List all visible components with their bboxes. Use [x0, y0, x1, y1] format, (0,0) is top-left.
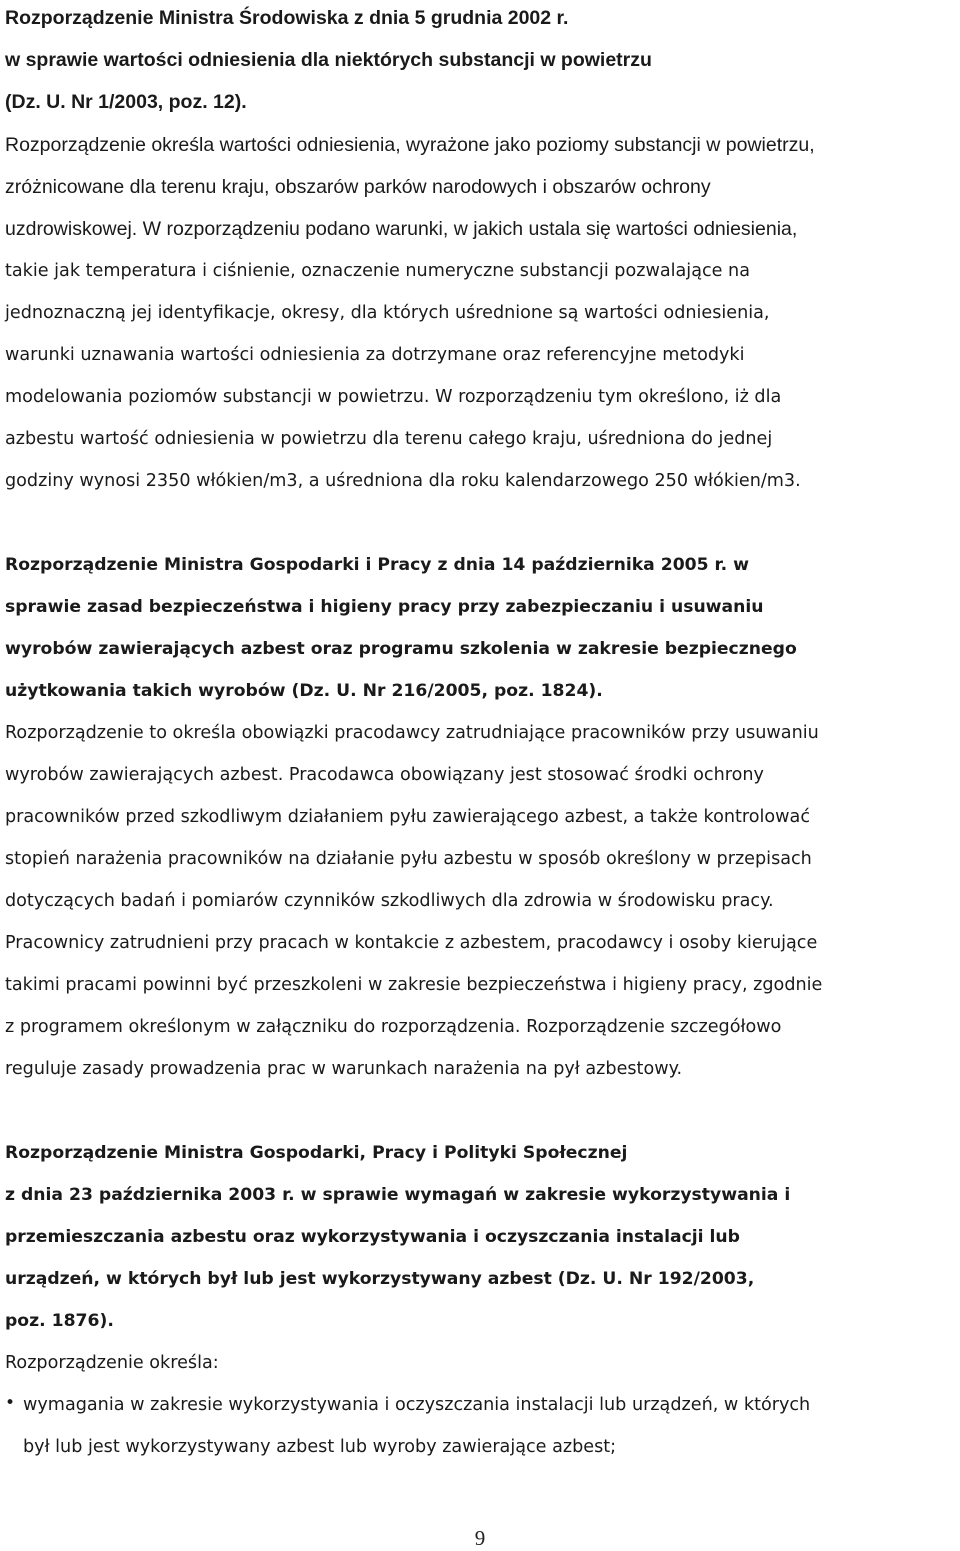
section-3-heading-line: z dnia 23 października 2003 r. w sprawie wymagań w zakresie wykorzystywania i — [5, 1185, 791, 1205]
section-3-heading-line: poz. 1876). — [5, 1311, 114, 1331]
section-2-heading-line: sprawie zasad bezpieczeństwa i higieny pracy przy zabezpieczaniu i usuwaniu — [5, 597, 764, 617]
section-3-heading-line: przemieszczania azbestu oraz wykorzystywania i oczyszczania instalacji lub — [5, 1227, 740, 1247]
bullet-line: był lub jest wykorzystywany azbest lub wyroby zawierające azbest; — [23, 1437, 617, 1457]
section-2-body-line: Pracownicy zatrudnieni przy pracach w kontakcie z azbestem, pracodawcy i osoby kierujące — [5, 933, 818, 953]
section-1-body-line: warunki uznawania wartości odniesienia za dotrzymane oraz referencyjne metodyki — [5, 345, 745, 365]
section-1-body-line: Rozporządzenie określa wartości odniesienia, wyrażone jako poziomy substancji w powietrzu, — [5, 134, 815, 156]
section-2-body-line: stopień narażenia pracowników na działanie pyłu azbestu w sposób określony w przepisach — [5, 849, 812, 869]
bullet-line: wymagania w zakresie wykorzystywania i oczyszczania instalacji lub urządzeń, w których — [23, 1395, 811, 1415]
section-1-body-line: jednoznaczną jej identyfikacje, okresy, dla których uśrednione są wartości odniesienia, — [5, 303, 770, 323]
section-3-intro: Rozporządzenie określa: — [5, 1353, 219, 1373]
section-2-body-line: wyrobów zawierających azbest. Pracodawca obowiązany jest stosować środki ochrony — [5, 765, 764, 785]
section-2-body-line: reguluje zasady prowadzenia prac w warunkach narażenia na pył azbestowy. — [5, 1059, 683, 1079]
section-2-heading-line: Rozporządzenie Ministra Gospodarki i Pracy z dnia 14 października 2005 r. w — [5, 555, 749, 575]
section-2-body-line: dotyczących badań i pomiarów czynników szkodliwych dla zdrowia w środowisku pracy. — [5, 891, 774, 911]
page-number: 9 — [474, 1526, 486, 1550]
bullet-icon: • — [5, 1393, 16, 1413]
section-2-body-line: pracowników przed szkodliwym działaniem pyłu zawierającego azbest, a także kontrolować — [5, 807, 811, 827]
section-3-heading-line: Rozporządzenie Ministra Gospodarki, Pracy i Polityki Społecznej — [5, 1143, 628, 1163]
section-2-heading-line: wyrobów zawierających azbest oraz programu szkolenia w zakresie bezpiecznego — [5, 639, 797, 659]
section-1-body-line: godziny wynosi 2350 włókien/m3, a uśredniona dla roku kalendarzowego 250 włókien/m3. — [5, 471, 801, 491]
section-1-body-line: uzdrowiskowej. W rozporządzeniu podano warunki, w jakich ustala się wartości odniesienia, — [5, 218, 798, 240]
section-2-body-line: Rozporządzenie to określa obowiązki pracodawcy zatrudniające pracowników przy usuwaniu — [5, 723, 819, 743]
section-1-heading-line: (Dz. U. Nr 1/2003, poz. 12). — [5, 91, 247, 113]
section-1-body-line: takie jak temperatura i ciśnienie, oznaczenie numeryczne substancji pozwalające na — [5, 261, 750, 281]
section-1-heading-line: w sprawie wartości odniesienia dla niektórych substancji w powietrzu — [5, 49, 652, 71]
section-1-body-line: azbestu wartość odniesienia w powietrzu dla terenu całego kraju, uśredniona do jednej — [5, 429, 773, 449]
section-1-body-line: zróżnicowane dla terenu kraju, obszarów parków narodowych i obszarów ochrony — [5, 176, 711, 198]
section-2-heading-line: użytkowania takich wyrobów (Dz. U. Nr 216/2005, poz. 1824). — [5, 681, 603, 701]
section-3-heading-line: urządzeń, w których był lub jest wykorzystywany azbest (Dz. U. Nr 192/2003, — [5, 1269, 755, 1289]
section-1-body-line: modelowania poziomów substancji w powietrzu. W rozporządzeniu tym określono, iż dla — [5, 387, 782, 407]
section-1-heading-line: Rozporządzenie Ministra Środowiska z dnia 5 grudnia 2002 r. — [5, 7, 569, 29]
section-2-body-line: z programem określonym w załączniku do rozporządzenia. Rozporządzenie szczegółowo — [5, 1017, 782, 1037]
section-2-body-line: takimi pracami powinni być przeszkoleni w zakresie bezpieczeństwa i higieny pracy, zgodnie — [5, 975, 823, 995]
